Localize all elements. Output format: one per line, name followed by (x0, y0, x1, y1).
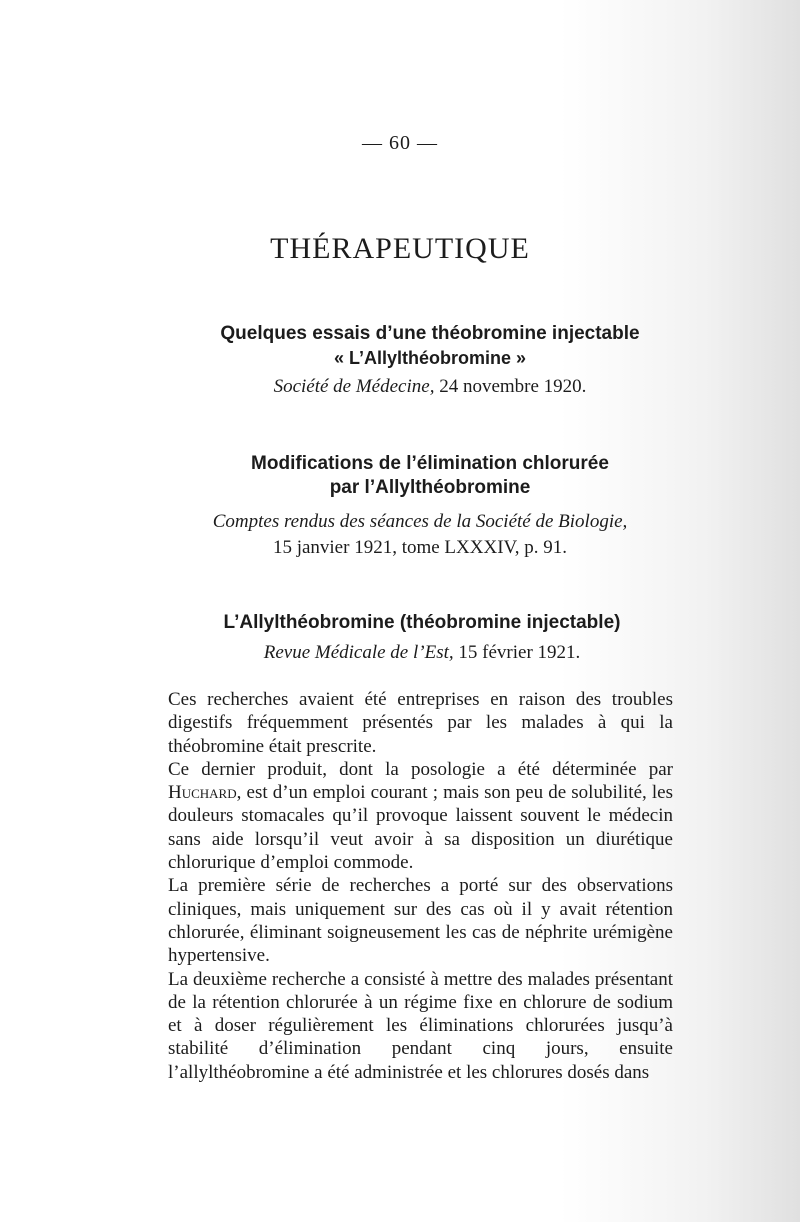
article-1-date: 24 novembre 1920. (434, 376, 587, 397)
section-title: THÉRAPEUTIQUE (270, 232, 530, 265)
article-2-title-line2: par l’Allylthéobromine (329, 477, 531, 498)
paragraph-2 (168, 758, 673, 874)
paragraph-1: Ces recherches avaient été entreprises en raison des troubles digestifs fréquemment présentés par les malades à qui la théobromine était prescrite. (168, 689, 673, 757)
author-name: Huchard (168, 782, 237, 804)
article-1-title-line2: « L’Allylthéobromine » (333, 348, 527, 368)
paragraph-4: La deuxième recherche a consisté à mettre des malades présentant de la rétention chlorurée à un régime fixe en chlorure de sodium et à doser régulièrement les éliminations chlorurées jusqu’à stabilité d’élimination pendant cinq jours, ensuite l’allylthéobromine a été administrée et les chlorures dosés dans (168, 968, 673, 1083)
article-1-title (30, 322, 800, 370)
body-text (168, 688, 673, 1084)
paragraph-2-start: Ce dernier produit, dont la posologie a été déterminée par (168, 758, 673, 780)
article-3-journal: Revue Médicale de l’Est, (263, 642, 454, 663)
article-2-title-line1: Modifications de l’élimination chlorurée (251, 453, 609, 474)
article-2-reference (20, 509, 800, 561)
article-2-journal: Comptes rendus des séances de la Société de Biologie, (212, 511, 628, 532)
article-2-title (30, 452, 800, 500)
article-3-title (22, 611, 800, 635)
article-1-title-line1: Quelques essais d’une théobromine injectable (220, 323, 640, 344)
article-3-reference (22, 640, 800, 666)
article-3-title-line1: L’Allylthéobromine (théobromine injectable) (223, 612, 621, 633)
article-2-ref-line2: 15 janvier 1921, tome LXXXIV, p. 91. (272, 537, 568, 558)
page-number: — 60 — (362, 132, 438, 154)
article-1-reference (30, 374, 800, 400)
article-3-date: 15 février 1921. (453, 642, 581, 663)
article-1-journal: Société de Médecine, (273, 376, 435, 397)
paragraph-3: La première série de recherches a porté sur des observations cliniques, mais uniquement sur des cas où il y avait rétention chlorurée, éliminant soigneusement les cas de néphrite urémigène hypertensive. (168, 875, 673, 967)
paragraph-2-end: , est d’un emploi courant ; mais son peu de solubilité, les douleurs stomacales qu’il provoque laissent souvent le médecin sans aide lorsqu’il veut avoir à sa disposition un diurétique chlorurique d’emploi commode. (168, 782, 673, 874)
